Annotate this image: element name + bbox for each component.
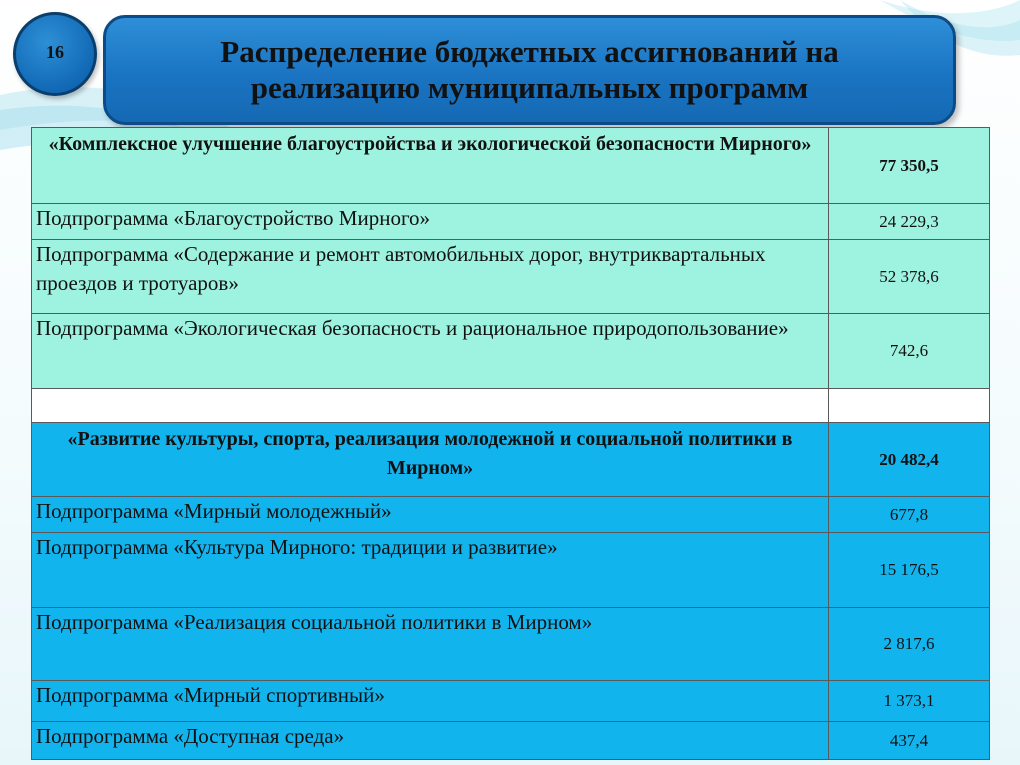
subprogram-name: Подпрограмма «Экологическая безопасность и рациональное природопользование»: [32, 314, 829, 389]
subprogram-row: [32, 533, 990, 608]
subprogram-amount: 2 817,6: [829, 608, 990, 681]
program-row: [32, 423, 990, 497]
subprogram-name: Подпрограмма «Мирный молодежный»: [32, 497, 829, 533]
budget-table: [31, 127, 990, 760]
spacer-cell: [32, 389, 829, 423]
subprogram-row: [32, 681, 990, 722]
program-title: «Развитие культуры, спорта, реализация молодежной и социальной политики в Мирном»: [32, 423, 829, 497]
slide-title-box: [103, 15, 956, 125]
spacer-row: [32, 389, 990, 423]
subprogram-name: Подпрограмма «Содержание и ремонт автомобильных дорог, внутриквартальных проездов и тротуаров»: [32, 240, 829, 314]
subprogram-name: Подпрограмма «Благоустройство Мирного»: [32, 204, 829, 240]
subprogram-row: [32, 608, 990, 681]
slide-number: 16: [46, 41, 64, 62]
subprogram-row: [32, 314, 990, 389]
subprogram-row: [32, 204, 990, 240]
subprogram-row: [32, 722, 990, 760]
subprogram-amount: 24 229,3: [829, 204, 990, 240]
subprogram-amount: 677,8: [829, 497, 990, 533]
slide-title-line-2: реализацию муниципальных программ: [250, 70, 809, 105]
subprogram-row: [32, 497, 990, 533]
subprogram-amount: 437,4: [829, 722, 990, 760]
subprogram-name: Подпрограмма «Доступная среда»: [32, 722, 829, 760]
program-row: [32, 128, 990, 204]
subprogram-amount: 52 378,6: [829, 240, 990, 314]
subprogram-row: [32, 240, 990, 314]
slide-number-badge: [13, 12, 97, 96]
subprogram-name: Подпрограмма «Реализация социальной политики в Мирном»: [32, 608, 829, 681]
subprogram-name: Подпрограмма «Культура Мирного: традиции и развитие»: [32, 533, 829, 608]
subprogram-amount: 1 373,1: [829, 681, 990, 722]
program-title: «Комплексное улучшение благоустройства и экологической безопасности Мирного»: [32, 128, 829, 204]
subprogram-amount: 15 176,5: [829, 533, 990, 608]
program-total: 77 350,5: [829, 128, 990, 204]
program-total: 20 482,4: [829, 423, 990, 497]
spacer-cell: [829, 389, 990, 423]
subprogram-amount: 742,6: [829, 314, 990, 389]
subprogram-name: Подпрограмма «Мирный спортивный»: [32, 681, 829, 722]
slide-title-line-1: Распределение бюджетных ассигнований на: [220, 34, 839, 69]
